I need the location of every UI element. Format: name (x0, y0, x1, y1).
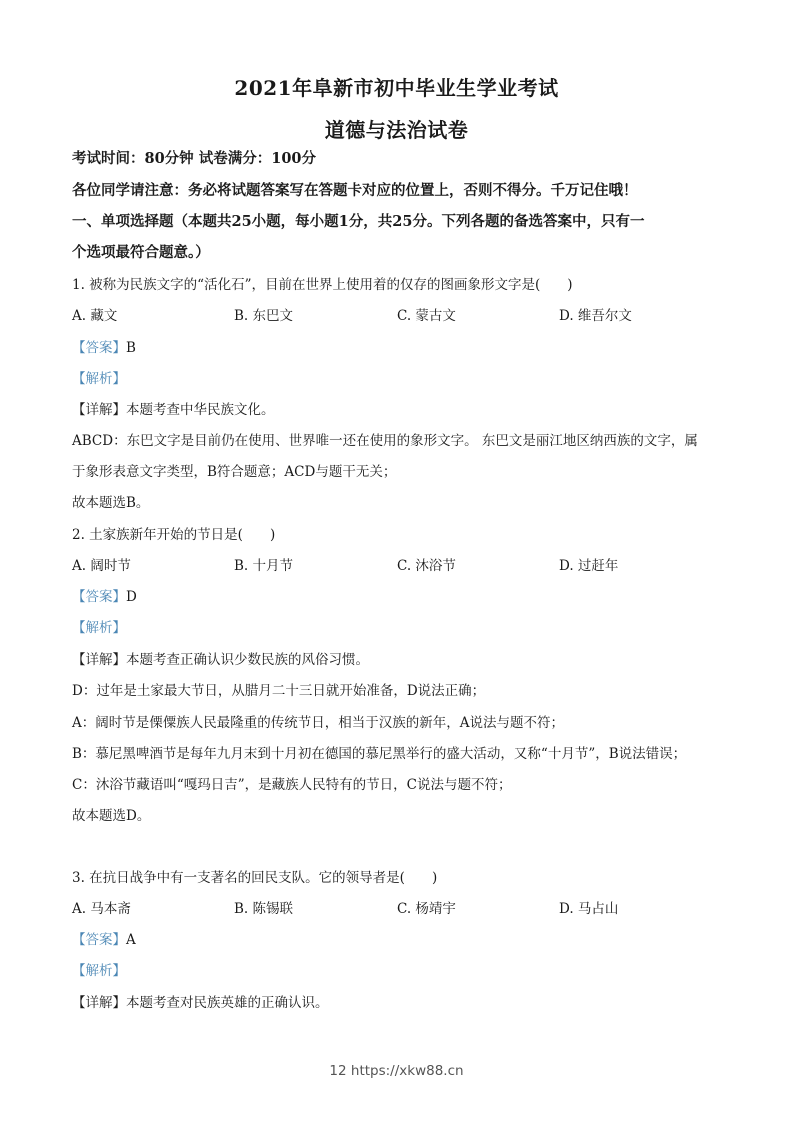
question-3-option-c: C. 杨靖宇 (397, 901, 456, 917)
question-3-option-a: A. 马本斋 (72, 901, 131, 917)
question-2-answer (72, 588, 137, 606)
detail-label: 【详解】 (72, 402, 126, 418)
detail-text: 本题考查对民族英雄的正确认识。 (126, 995, 329, 1011)
question-1-stem: 1. 被称为民族文字的“活化石”，目前在世界上使用着的仅存的图画象形文字是( ) (72, 277, 573, 293)
section-heading-line1: 一、单项选择题（本题共25小题，每小题1分，共25分。下列各题的备选答案中，只有一 (72, 213, 645, 230)
question-2-option-c: C. 沐浴节 (397, 558, 456, 574)
question-1-option-a: A. 藏文 (72, 308, 118, 324)
answer-label: 【答案】 (72, 589, 126, 605)
question-1-detail (72, 401, 275, 419)
question-2-option-d: D. 过赶年 (559, 558, 619, 574)
exam-subtitle: 道德与法治试卷 (324, 118, 469, 142)
notice: 各位同学请注意：务必将试题答案写在答题卡对应的位置上，否则不得分。千万记住哦！ (72, 182, 638, 199)
question-3-option-d: D. 马占山 (559, 901, 619, 917)
question-2-explanation-line: B：慕尼黑啤酒节是每年九月末到十月初在德国的慕尼黑举行的盛大活动，又称“十月节”，B说法错误； (72, 746, 687, 762)
question-3-analysis-label: 【解析】 (72, 963, 126, 979)
question-1-option-c: C. 蒙古文 (397, 308, 456, 324)
question-2-explanation-line: D：过年是土家最大节日，从腊月二十三日就开始准备，D说法正确； (72, 683, 486, 699)
question-2-conclusion: 故本题选D。 (72, 808, 151, 824)
answer-label: 【答案】 (72, 340, 126, 356)
question-2-analysis-label: 【解析】 (72, 620, 126, 636)
answer-value: B (126, 340, 136, 356)
question-1-conclusion: 故本题选B。 (72, 495, 150, 511)
question-2-stem: 2. 土家族新年开始的节日是( ) (72, 527, 276, 543)
question-1-option-d: D. 维吾尔文 (559, 308, 632, 324)
question-3-detail (72, 994, 329, 1012)
question-2-explanation-line: C：沐浴节藏语叫“嘎玛日吉”，是藏族人民特有的节日，C说法与题不符； (72, 777, 512, 793)
page-footer: 12 https://xkw88.cn (329, 1063, 464, 1079)
answer-value: A (126, 932, 136, 948)
question-2-explanation-line: A：阔时节是傈僳族人民最隆重的传统节日，相当于汉族的新年，A说法与题不符； (72, 715, 564, 731)
question-3-stem: 3. 在抗日战争中有一支著名的回民支队。它的领导者是( ) (72, 870, 438, 886)
detail-label: 【详解】 (72, 995, 126, 1011)
question-1-explanation-line: 于象形表意文字类型，B符合题意；ACD与题干无关； (72, 464, 397, 480)
section-heading-line2: 个选项最符合题意。） (72, 244, 210, 261)
exam-info: 考试时间：80分钟 试卷满分：100分 (72, 150, 316, 167)
question-2-option-a: A. 阔时节 (72, 558, 131, 574)
question-2-option-b: B. 十月节 (234, 558, 294, 574)
question-1-answer (72, 339, 136, 357)
answer-value: D (126, 589, 137, 605)
question-3-answer (72, 931, 136, 949)
answer-label: 【答案】 (72, 932, 126, 948)
question-1-explanation-line: ABCD：东巴文字是目前仍在使用、世界唯一还在使用的象形文字。 东巴文是丽江地区纳西族的文字，属 (72, 433, 698, 449)
detail-text: 本题考查正确认识少数民族的风俗习惯。 (126, 652, 369, 668)
question-1-analysis-label: 【解析】 (72, 371, 126, 387)
question-2-detail (72, 651, 369, 669)
detail-label: 【详解】 (72, 652, 126, 668)
question-3-option-b: B. 陈锡联 (234, 901, 294, 917)
question-1-option-b: B. 东巴文 (234, 308, 294, 324)
detail-text: 本题考查中华民族文化。 (126, 402, 275, 418)
exam-title: 2021年阜新市初中毕业生学业考试 (234, 76, 559, 100)
